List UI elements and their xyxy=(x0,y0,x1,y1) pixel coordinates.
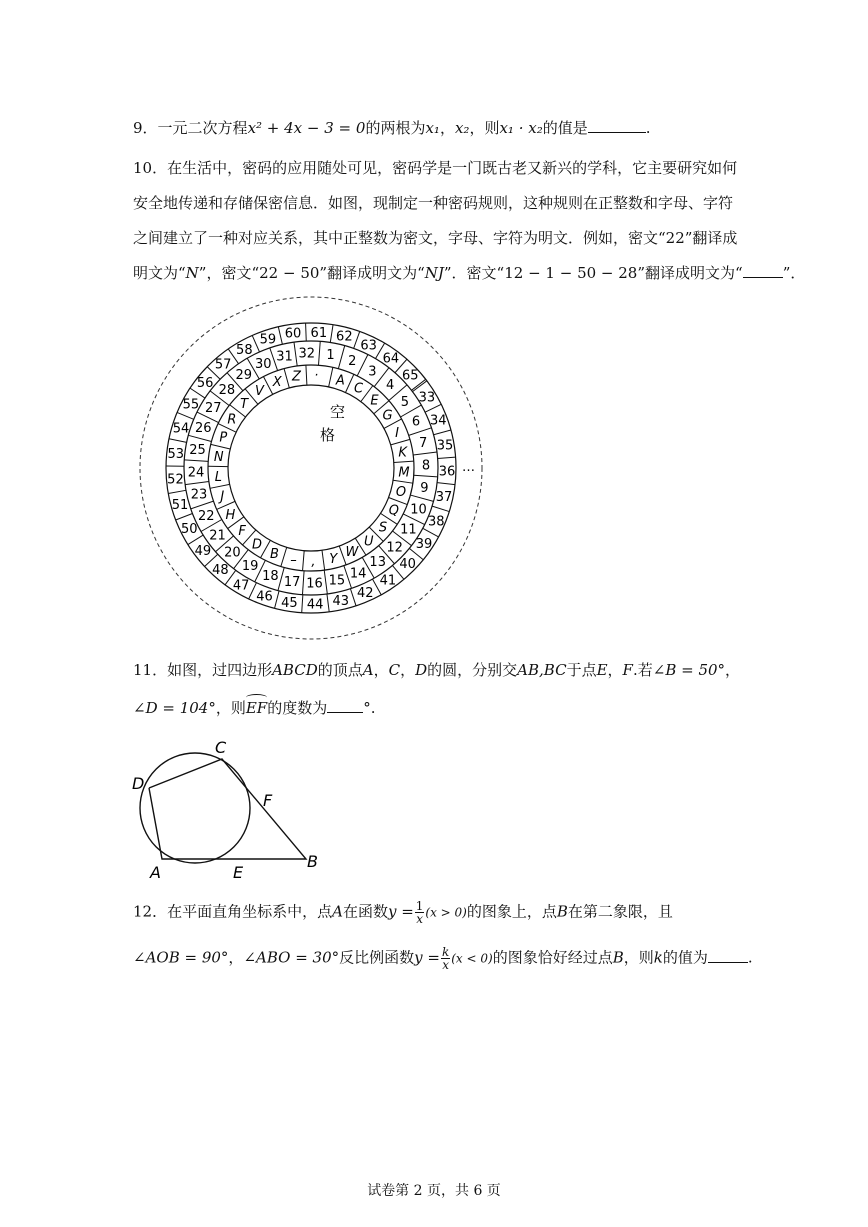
q11-angle-d: ∠D = 104° xyxy=(133,699,216,717)
ring-core-circle xyxy=(228,385,394,551)
q11-ab-bc: AB,BC xyxy=(517,661,567,679)
q12-text-c: 的图象上，点 xyxy=(466,902,557,921)
wheel-label: 35 xyxy=(436,438,454,454)
wheel-tick xyxy=(354,331,360,348)
wheel-tick xyxy=(391,439,410,445)
wheel-label: 56 xyxy=(196,376,214,392)
wheel-label: 39 xyxy=(415,537,433,553)
wheel-label: 32 xyxy=(298,346,316,362)
wheel-tick xyxy=(432,506,449,511)
q11-label-a: A xyxy=(150,863,161,882)
q9-text-c: ，则 xyxy=(469,119,500,137)
wheel-label: 14 xyxy=(349,566,367,582)
q12-text-a: 12．在平面直角坐标系中，点 xyxy=(133,902,333,921)
wheel-label: 1 xyxy=(326,348,335,364)
wheel-label: Y xyxy=(329,551,338,567)
wheel-label: 3 xyxy=(368,364,377,380)
wheel-label: 40 xyxy=(399,557,416,573)
wheel-label: P xyxy=(219,430,228,446)
wheel-label: 20 xyxy=(224,545,241,561)
q11-text-d: 于点 xyxy=(566,661,597,679)
wheel-label: 48 xyxy=(212,562,229,578)
wheel-tick xyxy=(423,528,439,537)
q12-angle-abo: ∠ABO = 30° xyxy=(243,948,340,967)
q11-angle-b: ∠B = 50° xyxy=(652,661,726,679)
wheel-label: 9 xyxy=(420,480,429,496)
wheel-tick xyxy=(329,367,333,387)
wheel-tick xyxy=(438,457,456,458)
wheel-label: 57 xyxy=(214,357,232,373)
wheel-label: 33 xyxy=(418,390,436,406)
ellipsis-label: … xyxy=(462,460,475,475)
wheel-tick xyxy=(302,595,303,613)
q10-answer-blank[interactable] xyxy=(743,263,783,278)
wheel-label: M xyxy=(398,465,410,481)
wheel-label: 34 xyxy=(430,413,447,429)
q11-text-f: ，则 xyxy=(215,699,246,717)
wheel-tick xyxy=(303,551,305,571)
q11-line-1 xyxy=(133,660,740,680)
wheel-label: J xyxy=(220,489,225,505)
wheel-label: – xyxy=(290,552,297,568)
q12-answer-blank[interactable] xyxy=(708,948,748,963)
wheel-tick xyxy=(306,365,307,385)
q10-line-3: 之间建立了一种对应关系，其中正整数为密文，字母、字符为明文．例如，密文“22”翻译成 xyxy=(133,229,738,247)
wheel-label: N xyxy=(213,450,224,466)
wheel-tick xyxy=(357,354,368,375)
wheel-tick xyxy=(350,589,356,606)
q11-figure xyxy=(120,733,380,883)
wheel-label: O xyxy=(395,485,407,501)
wheel-label: 53 xyxy=(167,446,185,462)
q11-comma-2: ， xyxy=(400,661,416,679)
wheel-label: 21 xyxy=(209,528,226,544)
wheel-label: 29 xyxy=(235,368,253,384)
q12-f1-den: x xyxy=(416,912,423,926)
wheel-label: A xyxy=(335,373,345,389)
wheel-label: 22 xyxy=(197,509,215,525)
q11-comma-3: ， xyxy=(607,661,623,679)
wheel-label: 27 xyxy=(204,401,222,417)
wheel-tick xyxy=(185,482,209,485)
q9-sep: ， xyxy=(439,119,455,137)
wheel-label: V xyxy=(255,384,264,400)
q9-end: . xyxy=(645,119,651,137)
q12-k: k xyxy=(653,948,663,967)
wheel-label: 60 xyxy=(284,326,302,342)
center-label-bottom: 格 xyxy=(320,426,336,444)
q12-f2-den: x xyxy=(442,958,449,972)
wheel-labels xyxy=(167,326,455,613)
wheel-label: 65 xyxy=(401,368,419,384)
wheel-label: 17 xyxy=(283,574,301,590)
wheel-tick xyxy=(284,369,289,388)
wheel-label: 64 xyxy=(382,351,400,367)
q11-line-2 xyxy=(133,698,376,718)
q12-line-1 xyxy=(133,900,673,925)
q12-fraction-1 xyxy=(415,900,425,925)
wheel-label: L xyxy=(214,470,223,486)
q10-line-4 xyxy=(133,263,805,283)
q9-number: 9． xyxy=(133,119,158,137)
q11-c: C xyxy=(388,661,401,679)
wheel-tick xyxy=(176,514,193,520)
page-footer: 试卷第 2 页，共 6 页 xyxy=(367,1183,501,1199)
wheel-label: 28 xyxy=(218,383,236,399)
wheel-label: I xyxy=(395,426,399,442)
wheel-label: 16 xyxy=(306,576,323,592)
q12-y1: y = xyxy=(387,902,414,921)
wheel-label: 44 xyxy=(306,597,324,613)
wheel-label: 52 xyxy=(167,472,184,488)
q11-f: F xyxy=(622,661,633,679)
q11-abcd: ABCD xyxy=(272,661,318,679)
wheel-label: F xyxy=(238,524,246,540)
wheel-label: 8 xyxy=(421,458,431,474)
wheel-tick xyxy=(393,480,413,483)
wheel-label: 59 xyxy=(259,332,277,348)
wheel-label: D xyxy=(252,537,263,553)
q12-sep: ， xyxy=(228,948,244,967)
q12-cond-1: (x > 0) xyxy=(425,905,467,920)
q12-angle-aob: ∠AOB = 90° xyxy=(133,948,229,967)
wheel-tick xyxy=(252,335,259,351)
wheel-label: 43 xyxy=(332,594,350,610)
q11-d: D xyxy=(415,661,428,679)
wheel-tick xyxy=(434,430,451,435)
wheel-tick xyxy=(302,571,304,595)
q9-root-2: x₂ xyxy=(454,119,470,137)
q9-root-1: x₁ xyxy=(425,119,440,137)
q11-end: °. xyxy=(363,699,376,717)
wheel-tick xyxy=(177,412,194,419)
q12-y2: y = xyxy=(414,948,440,967)
q12-text-e: 反比例函数 xyxy=(339,948,415,967)
q10-line-2: 安全地传递和存储保密信息．如图，现制定一种密码规则，这种规则在正整数和字母、字符 xyxy=(133,194,734,212)
wheel-label: 62 xyxy=(336,329,353,345)
wheel-label: 49 xyxy=(194,544,212,560)
wheel-tick xyxy=(294,342,297,366)
q11-e: E xyxy=(596,661,608,679)
q10-line-1: 10．在生活中，密码的应用随处可见，密码学是一门既古老又新兴的学科，它主要研究如何 xyxy=(133,159,738,177)
wheel-label: 46 xyxy=(256,589,273,605)
wheel-tick xyxy=(318,341,320,365)
wheel-label: 37 xyxy=(435,489,453,505)
q10-text-a: 明文为“ xyxy=(133,264,186,282)
cipher-wheel-figure xyxy=(0,295,868,655)
wheel-label: 30 xyxy=(254,356,272,372)
wheel-label: G xyxy=(382,408,393,424)
wheel-tick xyxy=(330,325,333,343)
wheel-label: · xyxy=(314,368,319,384)
q12-end: . xyxy=(747,948,753,967)
q12-b: B xyxy=(556,902,568,921)
q12-f2-num: k xyxy=(441,945,450,959)
wheel-label: 10 xyxy=(410,502,427,518)
wheel-tick xyxy=(437,483,455,485)
wheel-label: U xyxy=(364,534,374,550)
q10-text-c: ”．密文“12 − 1 − 50 − 28”翻译成明文为“ xyxy=(443,264,743,282)
q9-text: 一元二次方程 xyxy=(157,119,248,137)
wheel-label: 26 xyxy=(195,421,212,437)
wheel-label: 4 xyxy=(385,378,395,394)
wheel-tick xyxy=(263,377,272,395)
q11-label-c: C xyxy=(215,738,227,757)
q11-text-a: 11．如图，过四边形 xyxy=(133,661,273,679)
wheel-label: 24 xyxy=(187,465,205,481)
wheel-label: 31 xyxy=(276,349,293,365)
wheel-label: 2 xyxy=(348,354,357,370)
wheel-label: 54 xyxy=(172,421,190,437)
q12-line-2 xyxy=(133,946,753,971)
q11-text-c: 的圆，分别交 xyxy=(427,661,518,679)
q10-text-b: ”，密文“22 − 50”翻译成明文为“ xyxy=(198,264,425,282)
wheel-label: 61 xyxy=(310,325,328,341)
wheel-label: 45 xyxy=(281,595,298,611)
wheel-label: 11 xyxy=(400,522,417,538)
wheel-label: 51 xyxy=(171,498,189,514)
q9-text-b: 的两根为 xyxy=(365,119,426,137)
wheel-tick xyxy=(414,475,438,477)
wheel-label: 50 xyxy=(180,522,198,538)
q11-text-g: 的度数为 xyxy=(267,699,328,717)
q11-text-b: 的顶点 xyxy=(317,661,363,679)
wheel-tick xyxy=(184,460,208,462)
wheel-label: 63 xyxy=(360,338,377,354)
wheel-label: 38 xyxy=(427,514,445,530)
q11-a: A xyxy=(362,661,374,679)
wheel-tick xyxy=(306,323,307,341)
wheel-label: 47 xyxy=(232,578,250,594)
center-label-top: 空 xyxy=(330,403,346,421)
question-9 xyxy=(133,118,651,138)
q11-answer-blank[interactable] xyxy=(327,698,363,713)
q9-equation: x² + 4x − 3 = 0 xyxy=(247,119,366,137)
wheel-label: 6 xyxy=(411,414,421,430)
wheel-label: 41 xyxy=(379,573,397,589)
wheel-label: E xyxy=(370,393,379,409)
wheel-label: 25 xyxy=(189,442,206,458)
q12-text-f: 的图象恰好经过点 xyxy=(492,948,613,967)
q12-f1-num: 1 xyxy=(415,899,424,913)
q10-example-nj: NJ xyxy=(424,264,444,282)
q9-product: x₁ · x₂ xyxy=(499,119,543,137)
wheel-label: C xyxy=(353,381,364,397)
wheel-label: H xyxy=(225,507,236,523)
q11-quadrilateral xyxy=(149,759,306,859)
wheel-label: 13 xyxy=(369,555,386,571)
q12-text-d: 在第二象限，且 xyxy=(567,902,673,921)
q11-arc-ef: EF xyxy=(245,699,268,717)
wheel-label: X xyxy=(272,374,282,390)
wheel-tick xyxy=(394,461,414,462)
wheel-tick xyxy=(281,547,287,566)
wheel-label: 12 xyxy=(386,540,403,556)
q12-fraction-2 xyxy=(441,946,450,971)
wheel-tick xyxy=(327,594,329,612)
wheel-tick xyxy=(322,550,325,570)
q12-cond-2: (x < 0) xyxy=(451,951,493,966)
wheel-label: Q xyxy=(388,503,400,519)
q11-text-e: .若 xyxy=(632,661,653,679)
q11-label-f: F xyxy=(263,791,273,810)
wheel-label: K xyxy=(398,445,407,461)
wheel-tick xyxy=(324,570,327,594)
q11-label-e: E xyxy=(233,863,244,882)
wheel-tick xyxy=(275,591,280,608)
wheel-label: Z xyxy=(291,369,301,385)
q12-b-2: B xyxy=(612,948,624,967)
wheel-tick xyxy=(346,374,354,392)
wheel-label: 36 xyxy=(438,464,456,480)
wheel-label: 58 xyxy=(236,343,253,359)
wheel-label: T xyxy=(240,396,249,412)
wheel-label: 23 xyxy=(190,487,208,503)
q11-label-d: D xyxy=(132,774,145,793)
wheel-tick xyxy=(168,490,186,493)
ring-inner-circle xyxy=(208,365,414,571)
wheel-label: 19 xyxy=(241,559,259,575)
wheel-label: 5 xyxy=(400,395,410,411)
q9-answer-blank[interactable] xyxy=(588,118,646,133)
q11-comma-4: ， xyxy=(725,661,741,679)
q12-text-h: 的值为 xyxy=(662,948,708,967)
wheel-label: 7 xyxy=(418,436,428,452)
q12-text-g: ，则 xyxy=(623,948,654,967)
wheel-tick xyxy=(278,327,282,345)
wheel-label: 15 xyxy=(328,573,346,589)
q11-comma-1: ， xyxy=(373,661,389,679)
q10-end: ”． xyxy=(782,264,806,282)
q10-example-n: N xyxy=(185,264,199,282)
wheel-tick xyxy=(413,452,437,455)
wheel-label: 55 xyxy=(182,397,200,413)
wheel-label: S xyxy=(378,520,388,536)
wheel-label: , xyxy=(311,554,316,570)
q12-a: A xyxy=(332,902,343,921)
wheel-tick xyxy=(410,495,433,501)
wheel-label: R xyxy=(227,412,237,428)
q9-text-d: 的值是 xyxy=(542,119,588,137)
wheel-tick xyxy=(169,439,187,443)
wheel-tick xyxy=(188,435,211,441)
wheel-label: W xyxy=(345,545,359,561)
q11-label-b: B xyxy=(307,852,318,871)
wheel-label: 18 xyxy=(262,569,279,585)
wheel-label: B xyxy=(269,547,279,563)
q12-text-b: 在函数 xyxy=(342,902,388,921)
wheel-tick xyxy=(338,346,344,369)
wheel-label: 42 xyxy=(357,586,374,602)
